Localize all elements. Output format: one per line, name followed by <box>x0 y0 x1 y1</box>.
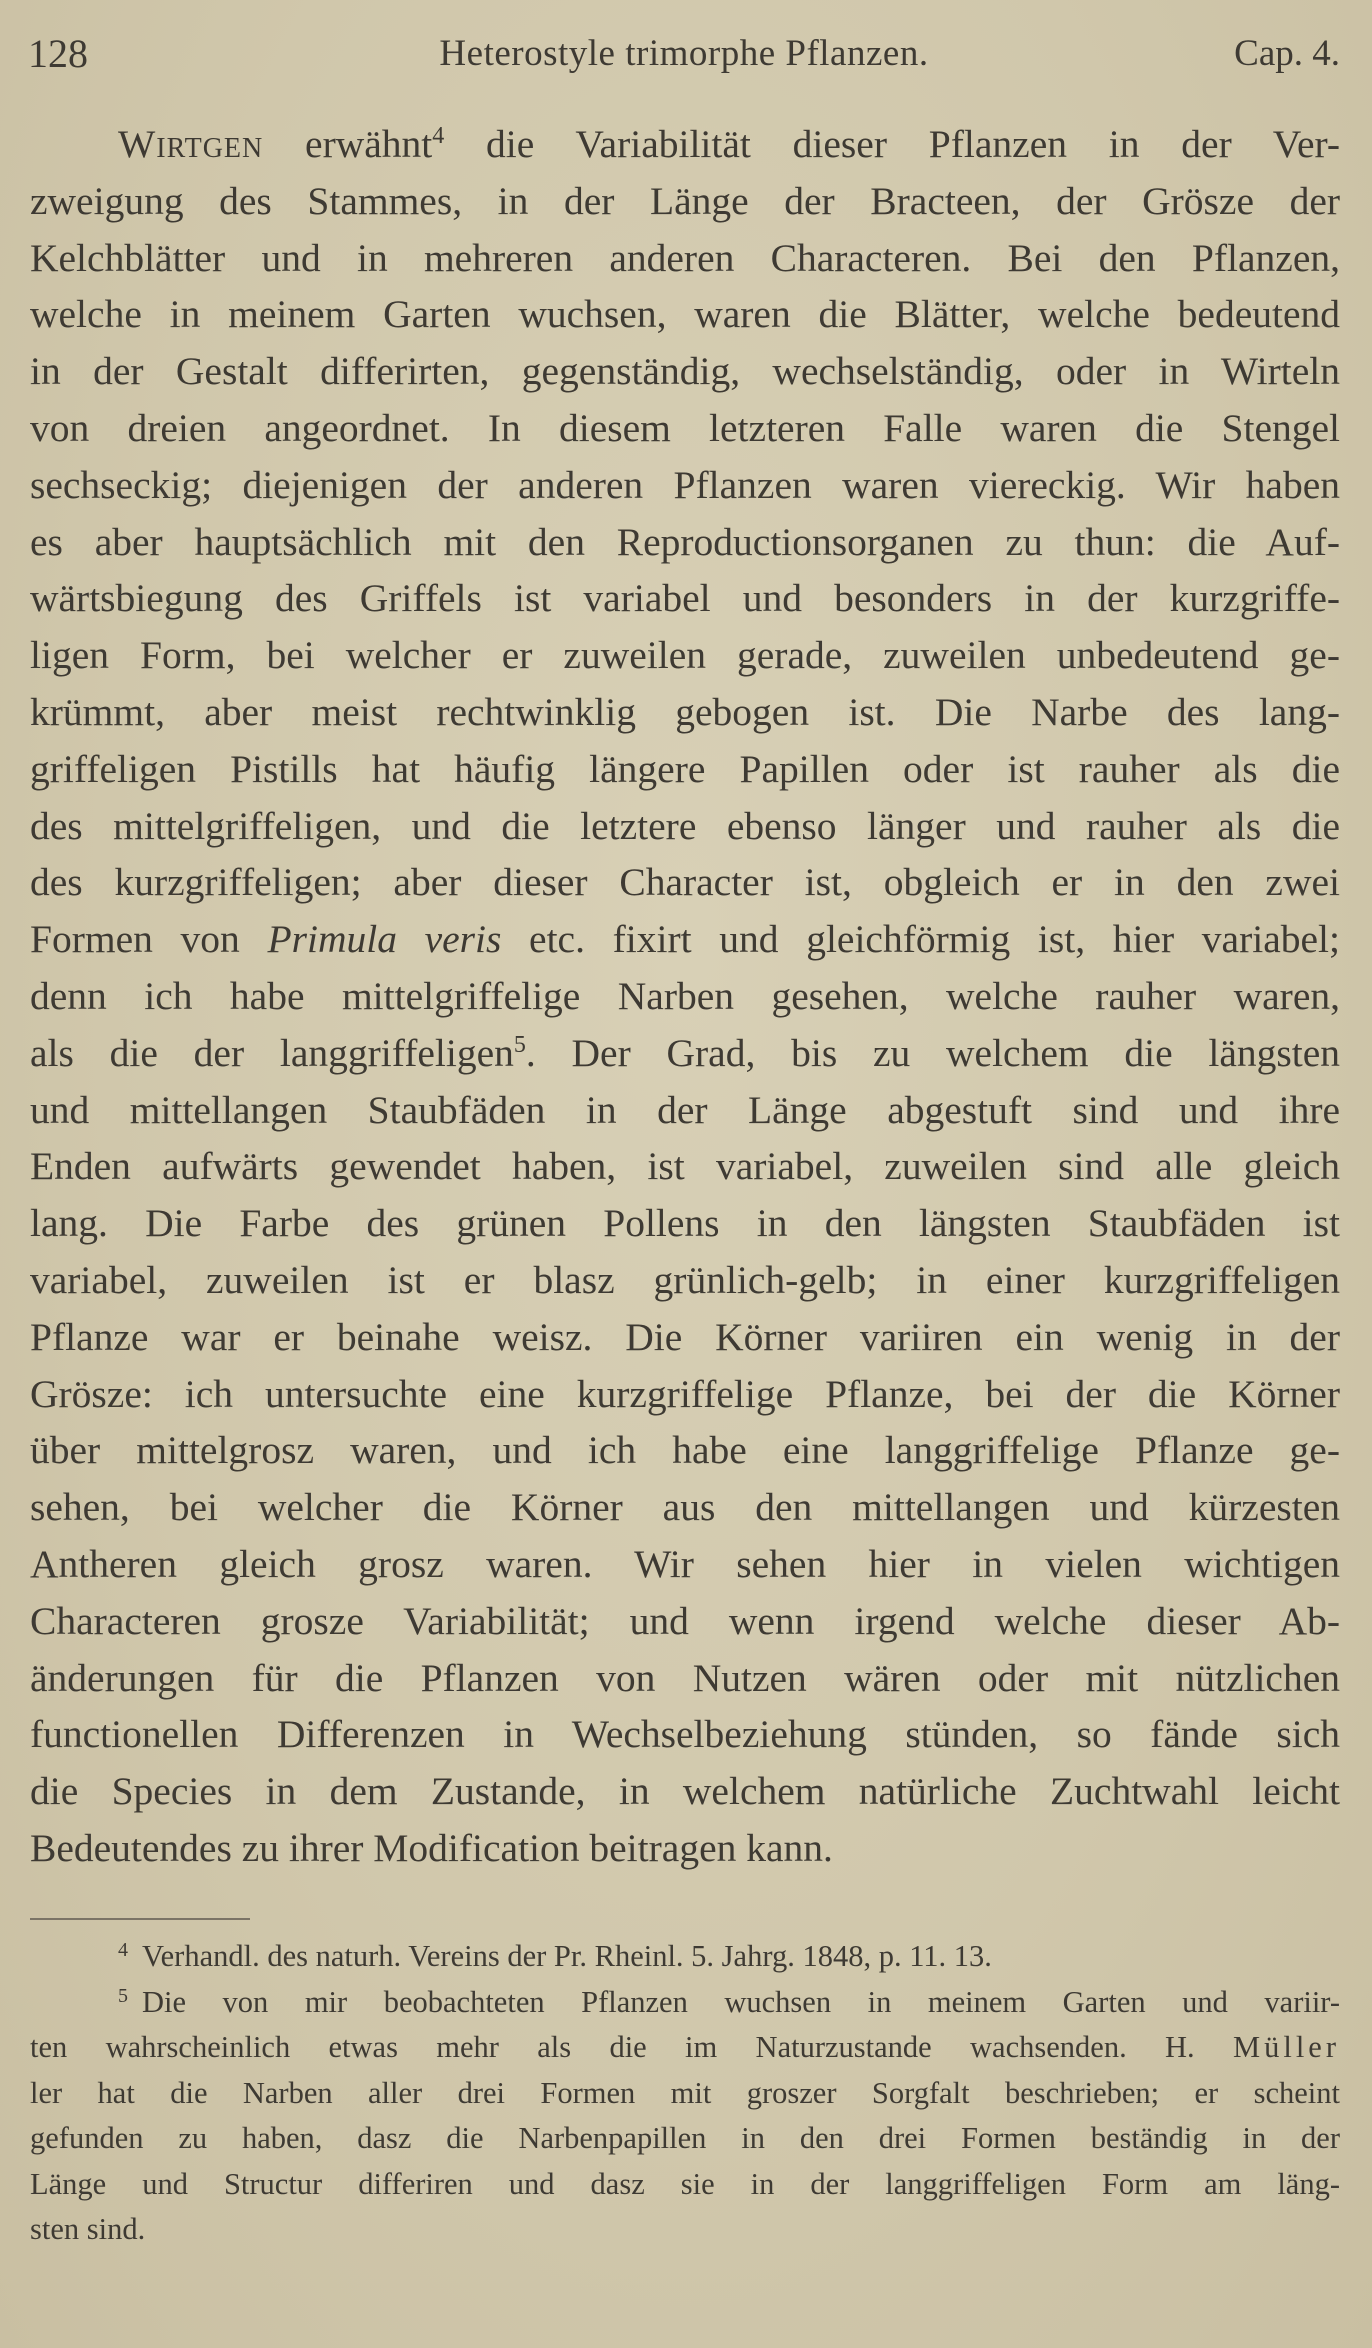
text-line: als die der langgriffeligen$^5$. Der Grad, bis zu welchem die längsten <box>30 1030 1341 1075</box>
text-line: Formen von Primula veris etc. fixirt und gleichförmig ist, hier variabel; <box>30 917 1340 962</box>
text-line: und mittellangen Staubfäden in der Länge abgestuft sind und ihre <box>30 1087 1340 1132</box>
text-line: es aber hauptsächlich mit den Reproductionsorganen zu thun: die Auf- <box>30 519 1340 564</box>
text-line: lang. Die Farbe des grünen Pollens in den längsten Staubfäden ist <box>30 1201 1340 1246</box>
footnote-separator <box>30 1918 250 1920</box>
chapter-label: Cap. 4. <box>1234 33 1340 74</box>
text-line: des kurzgriffeligen; aber dieser Character ist, obgleich er in den zwei <box>30 860 1340 905</box>
footnote-ref[interactable]: 4 <box>432 123 445 149</box>
text-line: Pflanze war er beinahe weisz. Die Körner variiren ein wenig in der <box>30 1314 1340 1359</box>
text-line: zweigung des Stammes, in der Länge der Bracteen, der Grösze der <box>30 178 1340 223</box>
text-line: sehen, bei welcher die Körner aus den mittellangen und kürzesten <box>30 1485 1340 1530</box>
text-line: von dreien angeordnet. In diesem letzteren Falle waren die Stengel <box>30 405 1340 450</box>
author-name: Müller <box>1232 2030 1340 2064</box>
footnote-line: Länge und Structur differiren und dasz sie in der langgriffeligen Form am läng- <box>30 2166 1340 2201</box>
page-number: 128 <box>28 31 88 76</box>
text-line: variabel, zuweilen ist er blasz grünlich-gelb; in einer kurzgriffeligen <box>30 1257 1340 1302</box>
text-line: ligen Form, bei welcher er zuweilen gerade, zuweilen unbedeutend ge- <box>30 633 1340 678</box>
page-header <box>28 30 1340 80</box>
footnote-line: ten wahrscheinlich etwas mehr als die im Naturzustande wachsenden. H. Müller <box>30 2030 1340 2064</box>
text-line: des mittelgriffeligen, und die letztere ebenso länger und rauher als die <box>30 803 1340 848</box>
footnote-line: gefunden zu haben, dasz die Narbenpapillen in den drei Formen beständig in der <box>30 2121 1340 2155</box>
text-line: änderungen für die Pflanzen von Nutzen wären oder mit nützlichen <box>30 1655 1340 1700</box>
author-name: Wirtgen <box>118 122 264 166</box>
text-line: denn ich habe mittelgriffelige Narben gesehen, welche rauher waren, <box>30 973 1340 1018</box>
footnote-ref[interactable]: 5 <box>513 1031 526 1058</box>
text-line: Antheren gleich grosz waren. Wir sehen hier in vielen wichtigen <box>30 1541 1340 1586</box>
text-line: welche in meinem Garten wuchsen, waren die Blätter, welche bedeutend <box>30 292 1340 337</box>
footnote-4: $^4$ Verhandl. des naturh. Vereins der Pr. Rheinl. 5. Jahrg. 1848, p. 11. 13. <box>118 1939 992 1973</box>
text-line: über mittelgrosz waren, und ich habe eine langgriffelige Pflanze ge- <box>30 1428 1340 1473</box>
footnotes <box>30 1934 1340 2253</box>
footnote-number: 4 <box>118 1939 128 1961</box>
footnote-line: sten sind. <box>30 2212 146 2246</box>
footnote-number: 5 <box>118 1984 128 2007</box>
species-name: Primula veris <box>267 917 502 962</box>
text-line: Kelchblätter und in mehreren anderen Characteren. Bei den Pflanzen, <box>30 235 1340 280</box>
text-line: krümmt, aber meist rechtwinklig gebogen ist. Die Narbe des lang- <box>30 689 1340 734</box>
text-line: die Species in dem Zustande, in welchem natürliche Zuchtwahl leicht <box>30 1769 1340 1814</box>
text-line: in der Gestalt differirten, gegenständig, wechselständig, oder in Wirteln <box>30 349 1340 394</box>
text-line: Grösze: ich untersuchte eine kurzgriffelige Pflanze, bei der die Körner <box>30 1371 1340 1416</box>
text-line: Enden aufwärts gewendet haben, ist variabel, zuweilen sind alle gleich <box>30 1144 1340 1189</box>
text-line: sechseckig; diejenigen der anderen Pflanzen waren viereckig. Wir haben <box>30 462 1340 507</box>
text-line: griffeligen Pistills hat häufig längere Papillen oder ist rauher als die <box>30 746 1340 791</box>
running-title: Heterostyle trimorphe Pflanzen. <box>439 33 929 74</box>
footnote-line: ler hat die Narben aller drei Formen mit groszer Sorgfalt beschrieben; er scheint <box>30 2075 1340 2110</box>
footnote-5: $^5$ Die von mir beobachteten Pflanzen wuchsen in meinem Garten und variir- <box>118 1984 1340 2019</box>
main-paragraph <box>30 116 1340 1877</box>
text-line: functionellen Differenzen in Wechselbeziehung stünden, so fände sich <box>30 1712 1340 1757</box>
text-line: Bedeutendes zu ihrer Modification beitragen kann. <box>30 1825 833 1870</box>
text-line: Wirtgen erwähnt$^4$ die Variabilität dieser Pflanzen in der Ver- <box>118 122 1341 166</box>
text-line: Characteren grosze Variabilität; und wenn irgend welche dieser Ab- <box>30 1598 1340 1643</box>
text-line: wärtsbiegung des Griffels ist variabel und besonders in der kurzgriffe- <box>30 576 1340 621</box>
